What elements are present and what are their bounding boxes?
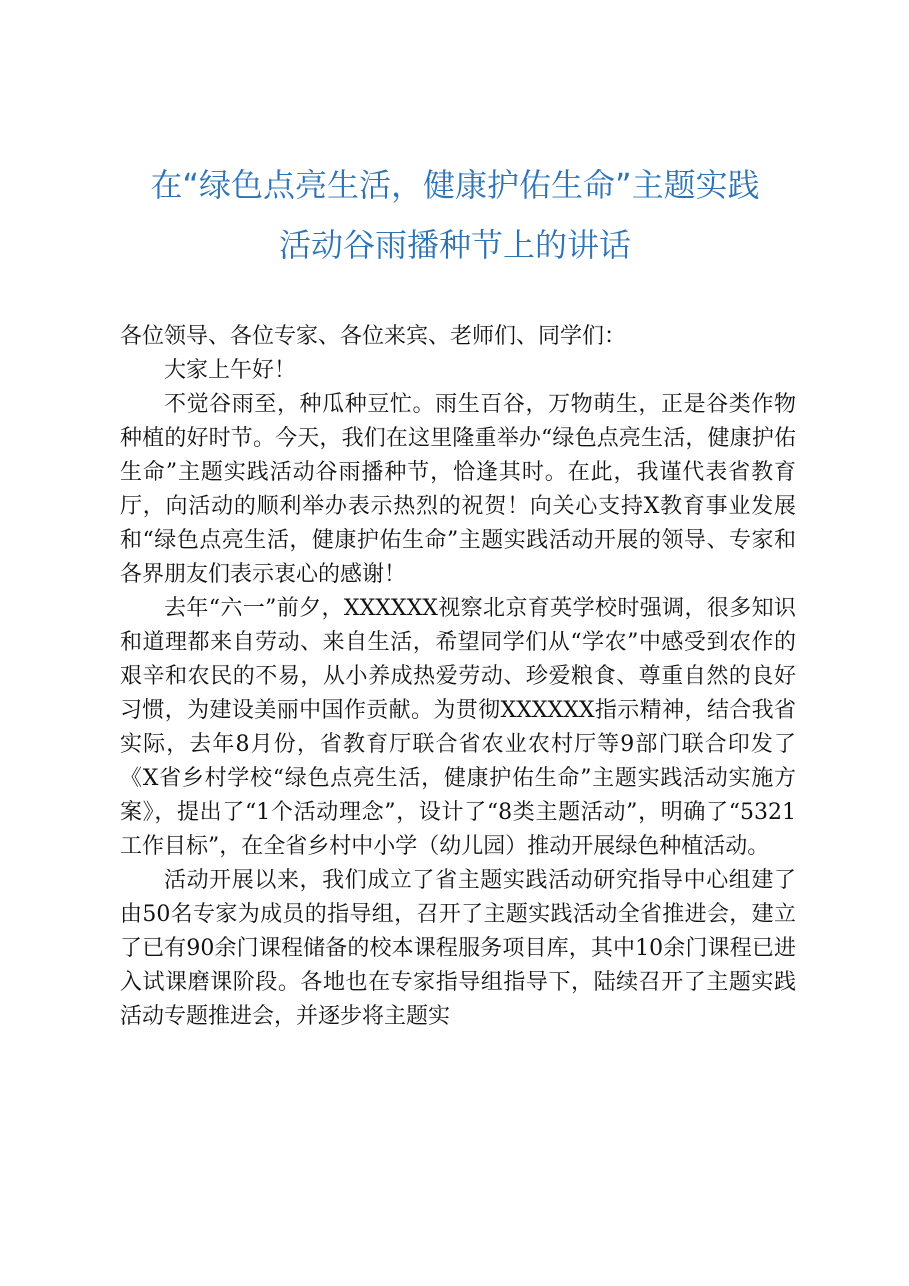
paragraph: 活动开展以来，我们成立了省主题实践活动研究指导中心组建了由50名专家为成员的指导组，召开了主题实践活动全省推进会，建立了已有90余门课程储备的校本课程服务项目库，其中10余门课程已进入试课磨课阶段。各地也在专家指导组指导下，陆续召开了主题实践活动专题推进会，并逐步将主题实: [120, 868, 796, 1029]
salutation: 各位领导、各位专家、各位来宾、老师们、同学们：: [120, 324, 627, 349]
title-line-2: 活动谷雨播种节上的讲话: [278, 226, 631, 264]
paragraph: 不觉谷雨至，种瓜种豆忙。雨生百谷，万物萌生，正是谷类作物种植的好时节。今天，我们在这里隆重举办“绿色点亮生活，健康护佑生命”主题实践活动谷雨播种节，恰逢其时。在此，我谨代表省教育厅，向活动的顺利举办表示热烈的祝贺！向关心支持X教育事业发展和“绿色点亮生活，健康护佑生命”主题实践活动开展的领导、专家和各界朋友们表示衷心的感谢！: [120, 392, 796, 587]
title-line-1: 在“绿色点亮生活，健康护佑生命”主题实践: [150, 166, 760, 204]
paragraph: 去年“六一”前夕，XXXXXX视察北京育英学校时强调，很多知识和道理都来自劳动、来自生活，希望同学们从“学农”中感受到农作的艰辛和农民的不易，从小养成热爱劳动、珍爱粮食、尊重自然的良好习惯，为建设美丽中国作贡献。为贯彻XXXXXX指示精神，结合我省实际，去年8月份，省教育厅联合省农业农村厅等9部门联合印发了《X省乡村学校“绿色点亮生活，健康护佑生命”主题实践活动实施方案》，提出了“1个活动理念”，设计了“8类主题活动”，明确了“5321工作目标”，在全省乡村中小学（幼儿园）推动开展绿色种植活动。: [120, 596, 796, 859]
speech-body: [120, 320, 796, 1034]
greeting: 大家上午好！: [164, 358, 297, 383]
document-title: [110, 155, 800, 275]
